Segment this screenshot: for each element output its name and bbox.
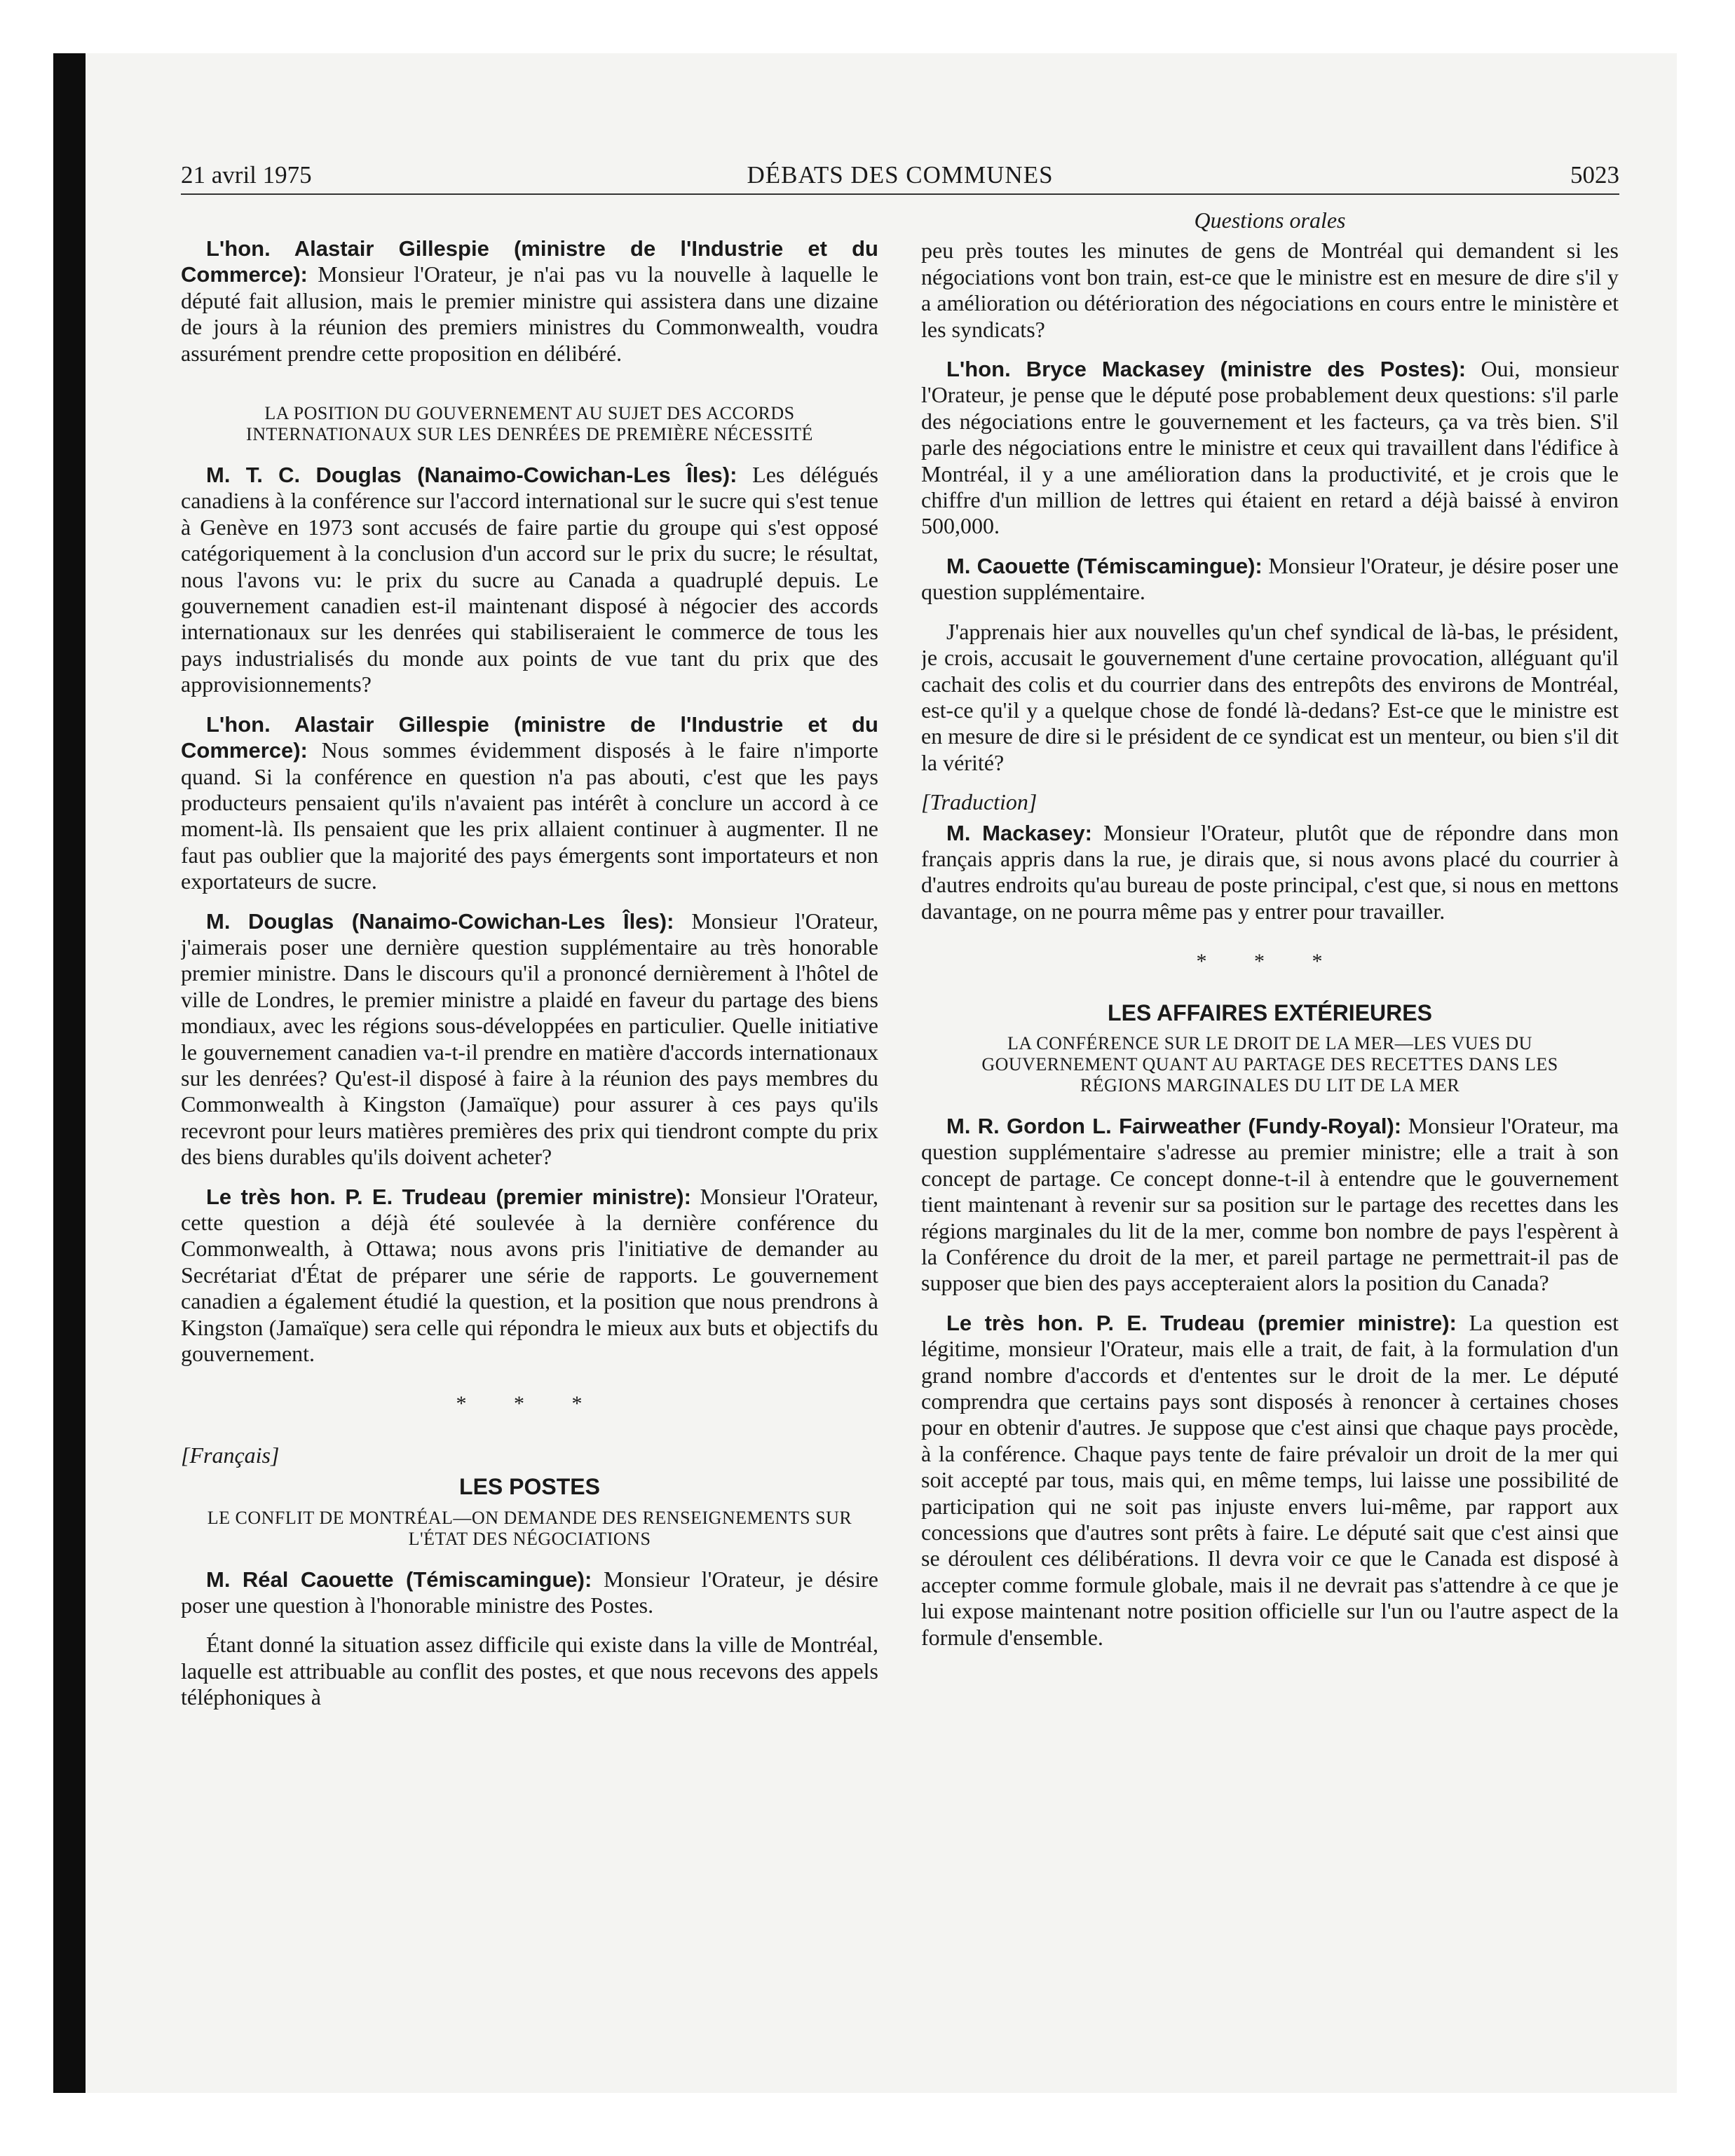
section-separator: * * *: [456, 1392, 604, 1416]
running-head: Questions orales: [1194, 207, 1346, 233]
scan-margin: [0, 0, 53, 2156]
paragraph: [921, 1310, 1619, 1651]
section-title: LES POSTES: [459, 1474, 600, 1500]
header-date: 21 avril 1975: [181, 161, 312, 189]
column-top-spacer: [181, 207, 878, 236]
speech-text: Les délégués canadiens à la conférence sur l'accord international sur le sucre qui s'est tenue à Genève en 1973 sont accusés de faire partie du groupe qui s'est opposé catégoriquement à la conclusion d'un accord sur le prix du sucre; le résultat, nous l'avons vu: le prix du sucre au Canada a quadruplé depuis. Le gouvernement canadien est-il maintenant disposé à négocier des accords internationaux sur les denrées qui stabiliseraient le commerce de tous les pays industrialisés du monde aux points de vue tant du prix que des approvisionnements?: [181, 462, 878, 697]
speech-text: Monsieur l'Orateur, ma question supplémentaire s'adresse au premier ministre; elle a trait à son concept de partage. Ce concept donne-t-il à entendre que le gouvernement tient maintenant à revenir sur sa position sur le partage des recettes dans les régions marginales du lit de la mer, comme bon nombre de pays l'espèrent à la Conférence du droit de la mer, et pareil partage ne permettrait-il pas de supposer que bien des pays accepteraient alors la position du Canada?: [921, 1112, 1619, 1296]
section-title: LES AFFAIRES EXTÉRIEURES: [1108, 999, 1432, 1025]
speaker-name: M. Caouette (Témiscamingue):: [946, 553, 1263, 578]
paragraph: [181, 462, 878, 698]
speaker-name: M. R. Gordon L. Fairweather (Fundy-Royal):: [946, 1113, 1402, 1138]
speech-text: Monsieur l'Orateur, je n'ai pas vu la nouvelle à laquelle le député fait allusion, mais le premier ministre qui assistera dans une dizaine de jours à la réunion des premiers ministres du Commonwealth, voudra assurément prendre cette proposition en délibéré.: [181, 261, 878, 366]
speech-text: Monsieur l'Orateur, plutôt que de répondre dans mon français appris dans la rue, je dirais que, si nous avons placé du courrier à d'autres endroits qu'au bureau de poste principal, c'est que, si nous en mettons davantage, on ne pourra même pas y entrer pour travailler.: [921, 819, 1619, 924]
speaker-name: M. Mackasey:: [946, 820, 1092, 845]
paragraph: [181, 711, 878, 895]
paragraph: [181, 1567, 878, 1619]
speaker-name: M. T. C. Douglas (Nanaimo-Cowichan-Les Îles):: [206, 463, 737, 488]
subheading: LA POSITION DU GOUVERNEMENT AU SUJET DES ACCORDS INTERNATIONAUX SUR LES DENRÉES DE PREMIÈRE NÉCESSITÉ: [246, 403, 813, 445]
language-tag: [Français]: [181, 1442, 280, 1468]
section-separator: * * *: [1196, 950, 1344, 974]
speech-text: La question est légitime, monsieur l'Orateur, mais elle a trait, de fait, à la formulation d'un grand nombre d'accords et d'ententes sur le droit de la mer. Le député comprendra que certains pays sont disposés à renoncer à certaines choses pour en obtenir d'autres. Je suppose que c'est ainsi que chaque pays procède, à la conférence. Chaque pays tente de faire prévaloir un droit de la mer qui soit accepté par tous, mais qui, en même temps, lui laisse une possibilité de participation qui ne soit pas injuste envers lui-même, par rapport aux concessions que d'autres sont prêts à faire. Le député sait que c'est ainsi que se déroulent ces délibérations. Il devra voir ce que le Canada est disposé à accepter comme formule globale, mais il ne devrait pas s'attendre à ce que je lui expose maintenant notre position officielle sur l'un ou l'autre aspect de la formule d'ensemble.: [921, 1309, 1619, 1650]
scan-edge-bar: [53, 53, 86, 2093]
paragraph: [921, 1113, 1619, 1297]
speaker-name: M. Douglas (Nanaimo-Cowichan-Les Îles):: [206, 908, 674, 934]
paragraph: Étant donné la situation assez difficile qui existe dans la ville de Montréal, laquelle est attribuable au conflit des postes, et que nous recevons des appels téléphoniques à: [181, 1632, 878, 1710]
speech-text: Monsieur l'Orateur, je désire poser une question supplémentaire.: [921, 552, 1619, 605]
speech-text: Monsieur l'Orateur, cette question a déjà été soulevée à la dernière conférence du Commonwealth, à Ottawa; nous avons pris l'initiative de demander au Secrétariat d'État de préparer une série de rapports. Le gouvernement canadien a également étudié la question, et la position que nous prendrons à Kingston (Jamaïque) sera celle qui répondra le mieux aux buts et objectifs du gouvernement.: [181, 1183, 878, 1367]
paragraph: [181, 908, 878, 1171]
right-column: [921, 207, 1619, 2030]
paragraph: peu près toutes les minutes de gens de Montréal qui demandent si les négociations vont bon train, est-ce que le ministre est en mesure de dire s'il y a amélioration ou détérioration des négociations en cours entre le ministère et les syndicats?: [921, 238, 1619, 342]
page-header: [181, 156, 1619, 195]
speaker-name: Le très hon. P. E. Trudeau (premier ministre):: [946, 1310, 1457, 1335]
paragraph: [181, 236, 878, 367]
paragraph: J'apprenais hier aux nouvelles qu'un chef syndical de là-bas, le président, je crois, accusait le gouvernement d'une certaine provocation, alléguant qu'il cachait des colis et du courrier dans des entrepôts des environs de Montréal, est-ce qu'il y a quelque chose de fondé là-dedans? Est-ce que le ministre est en mesure de dire si le président de ce syndicat est un menteur, ou bien s'il dit la vérité?: [921, 618, 1619, 775]
speech-text: Monsieur l'Orateur, j'aimerais poser une dernière question supplémentaire au très honorable premier ministre. Dans le discours qu'il a prononcé dernièrement à l'hôtel de ville de Londres, le premier ministre a plaidé en faveur du partage des biens mondiaux, avec les régions sous-développées en particulier. Quelle initiative le gouvernement canadien va-t-il prendre en matière d'accords internationaux sur les denrées? Qu'est-il disposé à faire à la réunion des pays membres du Commonwealth à Kingston (Jamaïque) pour assurer à ces pays qu'ils recevront pour leurs matières premières des prix qui tiendront compte du prix des biens durables qu'ils doivent acheter?: [181, 908, 878, 1170]
language-tag: [Traduction]: [921, 789, 1037, 815]
left-column: [181, 207, 878, 2030]
subheading: LA CONFÉRENCE SUR LE DROIT DE LA MER—LES VUES DU GOUVERNEMENT QUANT AU PARTAGE DES RECETTES DANS LES RÉGIONS MARGINALES DU LIT DE LA MER: [981, 1032, 1558, 1096]
speaker-name: L'hon. Alastair Gillespie (ministre de l'Industrie et du Commerce):: [181, 711, 878, 763]
speech-text: Oui, monsieur l'Orateur, je pense que le député pose probablement deux questions: s'il parle des négociations entre le gouvernement et les facteurs, ça va très bien. S'il parle des négociations entre le ministre et ceux qui travaillent dans l'édifice à Montréal, il y a une amélioration dans la productivité, et je crois que le chiffre d'un million de lettres qui étaient en retard a déjà baissé à environ 500,000.: [921, 356, 1619, 539]
paragraph: [181, 1184, 878, 1367]
speaker-name: L'hon. Bryce Mackasey (ministre des Postes):: [946, 357, 1467, 382]
speaker-name: M. Réal Caouette (Témiscamingue):: [206, 1567, 592, 1592]
speaker-name: Le très hon. P. E. Trudeau (premier ministre):: [206, 1184, 691, 1209]
speech-text: Nous sommes évidemment disposés à le faire n'importe quand. Si la conférence en question n'a pas abouti, c'est que les pays producteurs pensaient qu'ils n'avaient pas intérêt à conclure un accord à ce moment-là. Ils pensaient que les prix allaient continuer à augmenter. Il ne faut pas oublier que la majorité des pays émergents sont importateurs et non exportateurs de sucre.: [181, 737, 878, 894]
paragraph: [921, 356, 1619, 540]
subheading: LE CONFLIT DE MONTRÉAL—ON DEMANDE DES RENSEIGNEMENTS SUR L'ÉTAT DES NÉGOCIATIONS: [207, 1507, 852, 1549]
speech-text: Monsieur l'Orateur, je désire poser une question à l'honorable ministre des Postes.: [181, 1566, 878, 1618]
header-page-number: 5023: [1570, 161, 1619, 189]
paragraph: [921, 820, 1619, 925]
paragraph: [921, 553, 1619, 606]
header-title: DÉBATS DES COMMUNES: [747, 161, 1054, 189]
speaker-name: L'hon. Alastair Gillespie (ministre de l'Industrie et du Commerce):: [181, 236, 878, 287]
